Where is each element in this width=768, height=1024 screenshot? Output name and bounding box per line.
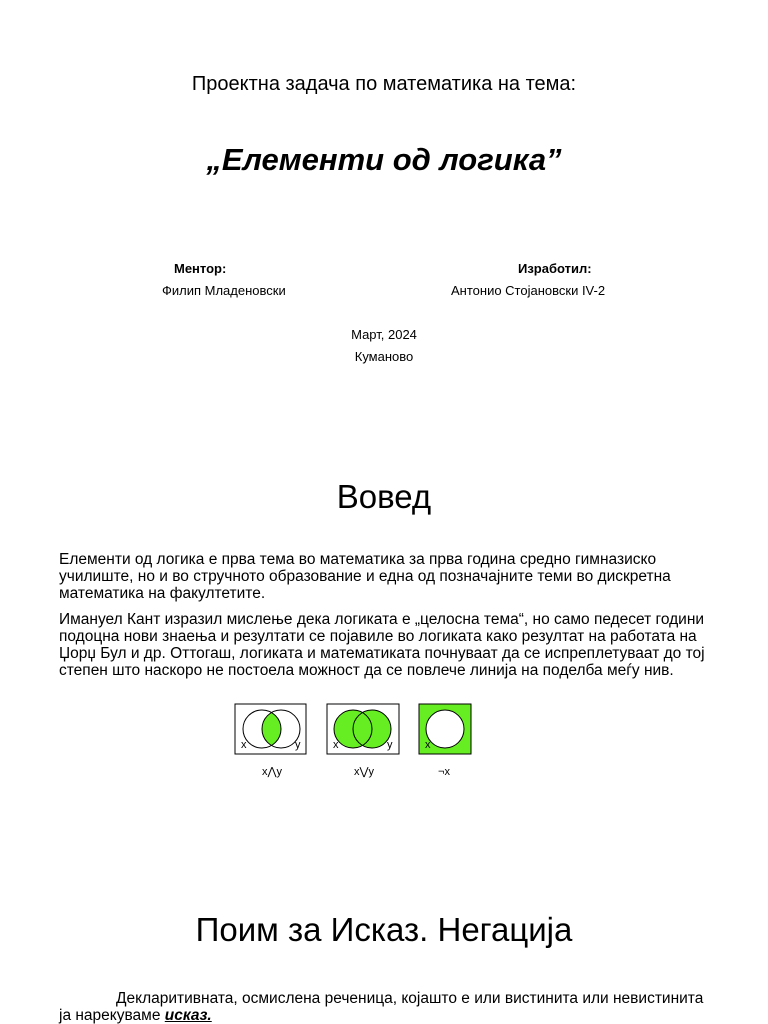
venn-or-caption: x⋁y (353, 766, 375, 778)
venn-not-caption: ¬x (438, 766, 450, 778)
venn-diagrams-figure (234, 703, 474, 783)
defined-term: исказ. (164, 1007, 212, 1024)
venn-or-set-x: x (333, 739, 339, 751)
introduction-paragraph-2: Имануел Кант изразил мислење дека логиката е „целосна тема“, но само педесет години подоцна нови знаења и резултати се појавиле во логиката како резултат на работата на Џорџ Бул и др. Оттогаш, логиката и математиката почнуваат да се испреплетуваат до тој степен што наскоро не постоела можност да се повлече линија на поделба меѓу нив. (59, 611, 705, 679)
venn-not-set-x: x (425, 739, 431, 751)
concept-section-heading: Поим за Исказ. Негација (195, 911, 573, 948)
venn-and-set-y: y (295, 739, 301, 751)
mentor-name: Филип Младеновски (162, 283, 286, 298)
venn-and-caption: x⋀y (261, 766, 283, 778)
venn-not-diagram (419, 704, 471, 778)
author-label: Изработил: (518, 261, 592, 276)
venn-and-set-x: x (241, 739, 247, 751)
concept-paragraph (59, 990, 719, 1024)
concept-paragraph-text: Декларитивната, осмислена реченица, којашто е или вистинита или невистинита ја нарекуваме (59, 990, 704, 1024)
venn-and-diagram (235, 704, 306, 778)
introduction-paragraph-1: Елементи од логика е прва тема во математика за прва година средно гимназиско училиште, но и во стручното образование и една од позначајните теми во дискретна математика на факултетите. (59, 551, 671, 602)
date-line: Март, 2024 (351, 327, 417, 342)
document-title: „Елементи од логика” (206, 142, 562, 177)
project-subtitle: Проектна задача по математика на тема: (191, 73, 577, 95)
introduction-heading: Вовед (336, 478, 432, 515)
mentor-label: Ментор: (174, 261, 227, 276)
author-name: Антонио Стојановски IV-2 (451, 283, 606, 298)
venn-or-set-y: y (387, 739, 393, 751)
venn-or-diagram (327, 704, 399, 778)
city-line: Куманово (354, 349, 414, 364)
